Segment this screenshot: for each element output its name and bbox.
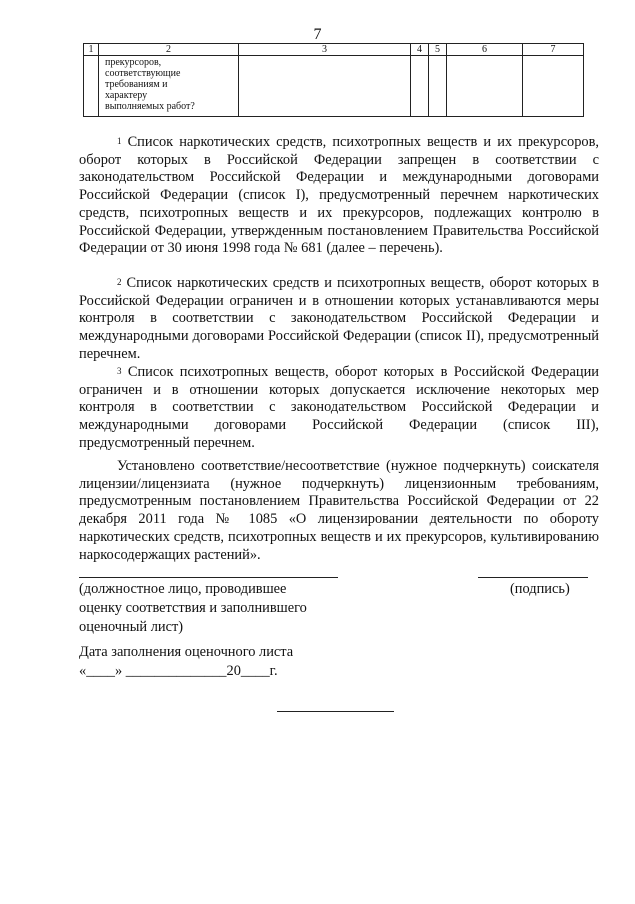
official-caption (79, 580, 307, 637)
table-cell (99, 56, 239, 117)
footnote-1 (79, 134, 599, 258)
signature-line (478, 577, 588, 578)
footnote-text: Список наркотических средств, психотропных веществ и их прекурсоров, оборот которых в Российской Федерации запрещен в соответствии с законодательством Российской Федерации и международными договорами Российской Федерации (список I), предусмотренный перечнем наркотических средств, психотропных веществ и их прекурсоров, подлежащих контролю в Российской Федерации, утвержденным постановлением Правительства Российской Федерации от 30 июня 1998 года № 681 (далее – перечень). (79, 134, 599, 257)
end-separator-line (277, 711, 394, 712)
signature-caption: (подпись) (510, 581, 570, 597)
date-label: Дата заполнения оценочного листа (79, 644, 294, 660)
table-header-row (84, 44, 584, 56)
footnote-2 (79, 275, 599, 364)
table-cell-line: характеру (105, 90, 148, 101)
table-header-cell: 4 (411, 44, 429, 56)
table-header-cell: 1 (84, 44, 99, 56)
page-number: 7 (313, 26, 322, 43)
table-row (84, 56, 584, 117)
footnote-3 (79, 364, 599, 453)
footnote-mark: 2 (117, 277, 122, 287)
official-signature-line (79, 577, 338, 578)
table-header-cell: 5 (429, 44, 447, 56)
table-cell (523, 56, 584, 117)
footnote-mark: 3 (117, 366, 122, 376)
official-caption-line: оценку соответствия и заполнившего (79, 600, 307, 616)
table-cell (411, 56, 429, 117)
table-header-cell: 7 (523, 44, 584, 56)
official-caption-line: (должностное лицо, проводившее (79, 581, 287, 597)
table-cell-line: соответствующие (105, 68, 181, 79)
table-cell (447, 56, 523, 117)
table-header-cell: 3 (239, 44, 411, 56)
footnote-mark: 1 (117, 136, 122, 146)
conclusion-paragraph: Установлено соответствие/несоответствие (нужное подчеркнуть) соискателя лицензии/лицензиата (нужное подчеркнуть) лицензионным требованиям, предусмотренным постановлением Правительства Российской Федерации от 22 декабря 2011 года № 1085 «О лицензировании деятельности по обороту наркотических средств, психотропных веществ и их прекурсоров, культивированию наркосодержащих растений». (79, 458, 599, 563)
table-cell (84, 56, 99, 117)
date-field: «____» ______________20____г. (79, 663, 278, 679)
footnote-text: Список психотропных веществ, оборот которых в Российской Федерации ограничен и в отношении которых допускается исключение некоторых мер контроля в соответствии с законодательством Российской Федерации и международными договорами Российской Федерации (список III), предусмотренный перечнем. (79, 364, 599, 451)
official-caption-line: оценочный лист) (79, 619, 184, 635)
table-cell (239, 56, 411, 117)
assessment-table (83, 43, 584, 117)
table-cell-line: выполняемых работ? (105, 101, 195, 112)
table-cell-line: прекурсоров, (105, 57, 162, 68)
table-header-cell: 6 (447, 44, 523, 56)
table-cell (429, 56, 447, 117)
table-header-cell: 2 (99, 44, 239, 56)
table-cell-line: требованиям и (105, 79, 168, 90)
footnote-text: Список наркотических средств и психотропных веществ, оборот которых в Российской Федерации ограничен и в отношении которых устанавливаются меры контроля в соответствии с законодательством Российской Федерации и международными договорами Российской Федерации (список II), предусмотренный перечнем. (79, 275, 599, 362)
